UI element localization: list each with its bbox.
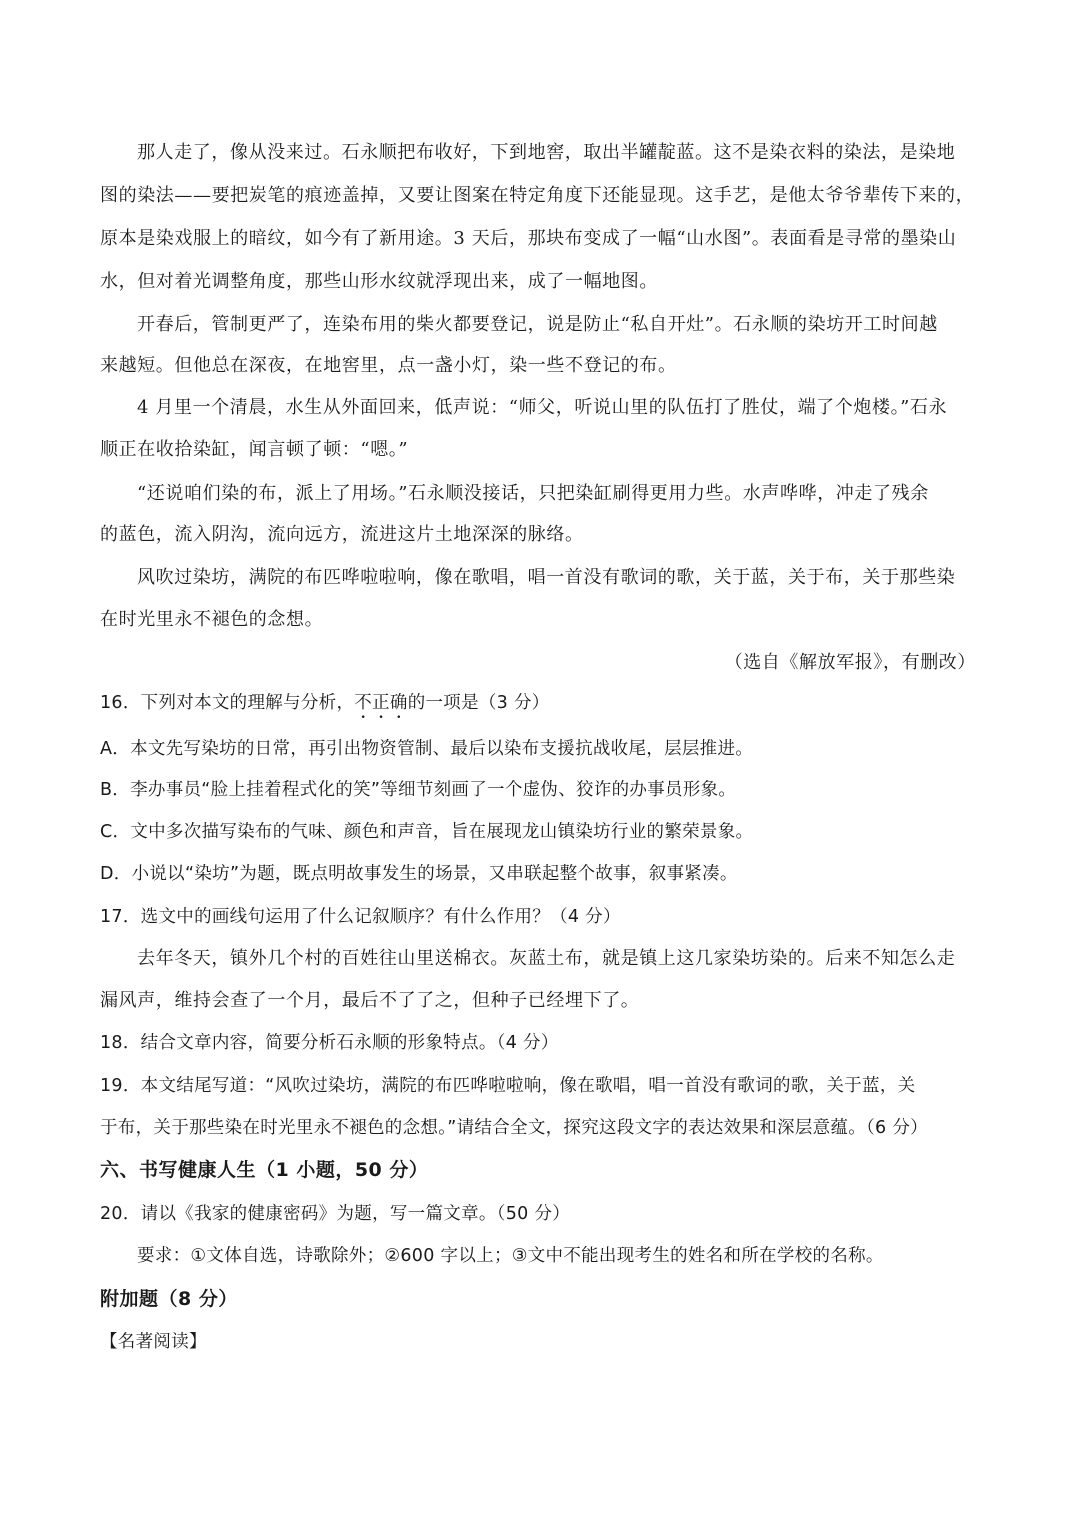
passage-p1-line-1: 那人走了，像从没来过。石永顺把布收好，下到地窖，取出半罐靛蓝。这不是染衣料的染法，是染地 bbox=[137, 142, 956, 163]
passage-p5-line-2: 在时光里永不褪色的念想。 bbox=[100, 609, 324, 630]
q16-option-d: D．小说以“染坊”为题，既点明故事发生的场景，又串联起整个故事，叙事紧凑。 bbox=[100, 864, 738, 884]
q17-quote-line-2: 漏风声，维持会查了一个月，最后不了了之，但种子已经埋下了。 bbox=[100, 990, 640, 1011]
passage-p5-line-1: 风吹过染坊，满院的布匹哗啦啦响，像在歌唱，唱一首没有歌词的歌，关于蓝，关于布，关于那些染 bbox=[137, 567, 956, 588]
passage-p3-line-1: 4 月里一个清晨，水生从外面回来，低声说：“师父，听说山里的队伍打了胜仗，端了个炮楼。”石永 bbox=[137, 397, 948, 418]
passage-p1-line-4: 水，但对着光调整角度，那些山形水纹就浮现出来，成了一幅地图。 bbox=[100, 271, 658, 292]
passage-p4-line-1: “还说咱们染的布，派上了用场。”石永顺没接话，只把染缸刷得更用力些。水声哗哗，冲走了残余 bbox=[137, 483, 929, 504]
q18-stem: 18．结合文章内容，简要分析石永顺的形象特点。（4 分） bbox=[100, 1033, 559, 1053]
q16-stem bbox=[100, 690, 550, 723]
bonus-heading: 附加题（8 分） bbox=[100, 1288, 238, 1310]
passage-p3-line-2: 顺正在收拾染缸，闻言顿了顿：“嗯。” bbox=[100, 439, 409, 460]
q16-option-a: A．本文先写染坊的日常，再引出物资管制、最后以染布支援抗战收尾，层层推进。 bbox=[100, 739, 754, 759]
q19-line-1: 19．本文结尾写道：“风吹过染坊，满院的布匹哗啦啦响，像在歌唱，唱一首没有歌词的歌，关于蓝，关 bbox=[100, 1076, 916, 1096]
passage-p1-line-3: 原本是染戏服上的暗纹，如今有了新用途。3 天后，那块布变成了一幅“山水图”。表面看是寻常的墨染山 bbox=[100, 228, 957, 249]
q16-stem-a: 16．下列对本文的理解与分析， bbox=[100, 693, 355, 713]
passage-p1-line-2: 图的染法——要把炭笔的痕迹盖掉，又要让图案在特定角度下还能显现。这手艺，是他太爷爷辈传下来的， bbox=[100, 185, 975, 206]
bonus-subheading: 【名著阅读】 bbox=[100, 1332, 207, 1352]
passage-p4-line-2: 的蓝色，流入阴沟，流向远方，流进这片土地深深的脉络。 bbox=[100, 524, 584, 545]
section-6-heading: 六、书写健康人生（1 小题，50 分） bbox=[100, 1159, 429, 1181]
passage-source: （选自《解放军报》，有删改） bbox=[724, 652, 976, 673]
q19-line-2: 于布，关于那些染在时光里永不褪色的念想。”请结合全文，探究这段文字的表达效果和深层意蕴。（6 分） bbox=[100, 1118, 928, 1138]
q17-quote-line-1: 去年冬天，镇外几个村的百姓往山里送棉衣。灰蓝土布，就是镇上这几家染坊染的。后来不知怎么走 bbox=[137, 948, 956, 969]
q20-stem: 20．请以《我家的健康密码》为题，写一篇文章。（50 分） bbox=[100, 1204, 571, 1224]
q20-requirements: 要求：①文体自选，诗歌除外；②600 字以上；③文中不能出现考生的姓名和所在学校的名称。 bbox=[137, 1246, 884, 1266]
q16-stem-emphasis: 不正确 bbox=[354, 693, 408, 713]
q16-stem-b: 的一项是（3 分） bbox=[407, 693, 550, 713]
passage-p2-line-1: 开春后，管制更严了，连染布用的柴火都要登记，说是防止“私自开灶”。石永顺的染坊开工时间越 bbox=[137, 314, 938, 335]
passage-p2-line-2: 来越短。但他总在深夜，在地窖里，点一盏小灯，染一些不登记的布。 bbox=[100, 355, 677, 376]
q16-option-c: C．文中多次描写染布的气味、颜色和声音，旨在展现龙山镇染坊行业的繁荣景象。 bbox=[100, 822, 754, 842]
q16-option-b: B．李办事员“脸上挂着程式化的笑”等细节刻画了一个虚伪、狡诈的办事员形象。 bbox=[100, 780, 737, 800]
q17-stem: 17．选文中的画线句运用了什么记叙顺序？有什么作用？（4 分） bbox=[100, 907, 621, 927]
